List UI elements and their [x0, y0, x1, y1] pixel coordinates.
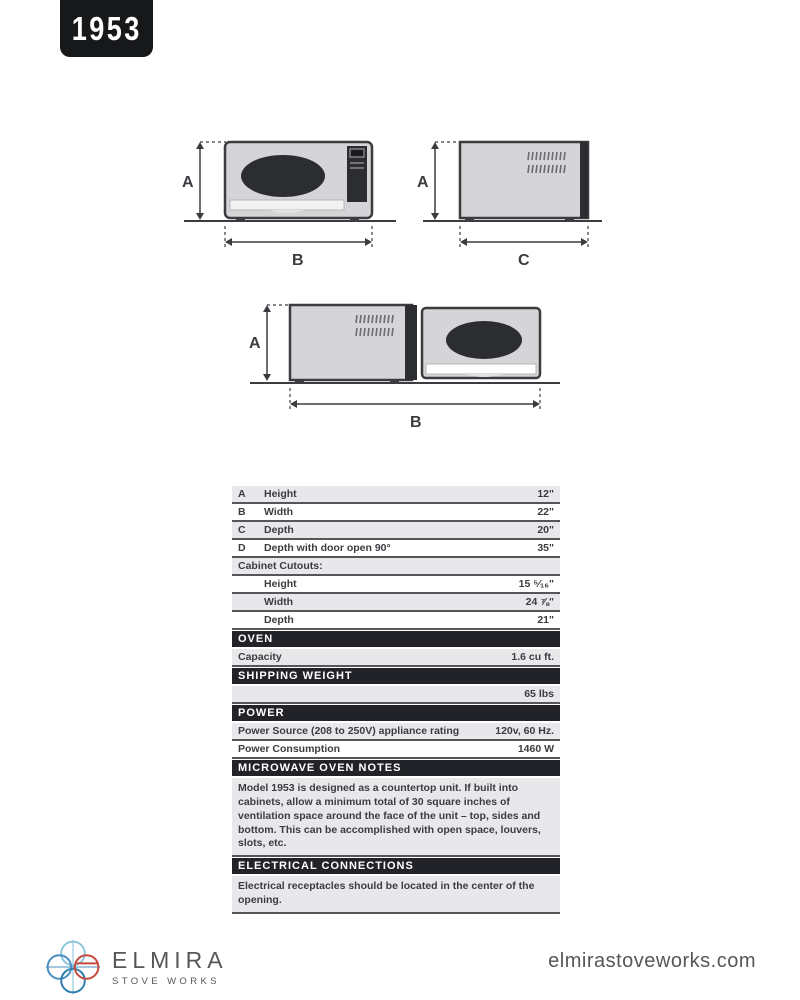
open-width-arrow-right-icon — [533, 400, 540, 408]
side-view-svg — [415, 134, 610, 270]
power-label: Power Source (208 to 250V) appliance rating — [238, 725, 460, 737]
section-header-electrical: ELECTRICAL CONNECTIONS — [232, 858, 560, 876]
front-door-window — [241, 155, 325, 197]
elmira-logo-flower-icon — [44, 938, 102, 996]
dim-value: 20" — [537, 524, 554, 536]
front-view-drawing — [180, 134, 402, 275]
table-row-width — [232, 504, 560, 522]
cutout-label: Height — [264, 578, 297, 590]
elmira-logo-text — [112, 947, 228, 987]
oven-label: Capacity — [238, 651, 282, 663]
dim-value: 12" — [537, 488, 554, 500]
dim-value: 35" — [537, 542, 554, 554]
open-width-arrow-left-icon — [290, 400, 297, 408]
table-row-capacity — [232, 649, 560, 667]
table-row-cutout-width — [232, 594, 560, 612]
dim-label: Depth — [264, 524, 294, 536]
model-number: 1953 — [71, 9, 142, 47]
front-width-arrow-left-icon — [225, 238, 232, 246]
shipping-value: 65 lbs — [524, 688, 554, 700]
dim-key: D — [238, 542, 246, 554]
table-row-cutout-depth — [232, 612, 560, 630]
dim-label: Width — [264, 506, 294, 518]
dim-key: A — [238, 488, 246, 500]
dim-key: B — [238, 506, 246, 518]
cutout-value: 24 ⅞" — [525, 596, 554, 608]
front-width-arrow-right-icon — [365, 238, 372, 246]
front-handle-strip — [230, 200, 344, 210]
front-display — [350, 149, 364, 157]
open-height-arrow-bottom-icon — [263, 374, 271, 381]
cutout-value: 21" — [537, 614, 554, 626]
power-value: 120v, 60 Hz. — [495, 725, 554, 737]
dim-label: Depth with door open 90° — [264, 542, 391, 554]
table-row-power-consumption — [232, 741, 560, 759]
section-header-oven: OVEN — [232, 631, 560, 649]
model-badge — [60, 0, 153, 57]
side-door-edge — [580, 142, 588, 218]
dim-key: C — [238, 524, 246, 536]
side-depth-arrow-left-icon — [460, 238, 467, 246]
open-height-label: A — [249, 335, 261, 352]
front-height-label: A — [182, 174, 194, 191]
cutout-value: 15 ⁵⁄₁₆" — [518, 578, 554, 590]
power-value: 1460 W — [517, 743, 554, 755]
table-row-depth — [232, 522, 560, 540]
table-row-cutout-height — [232, 576, 560, 594]
table-row-height — [232, 486, 560, 504]
side-depth-arrow-right-icon — [581, 238, 588, 246]
electrical-connections-text: Electrical receptacles should be located in the center of the opening. — [232, 876, 560, 914]
brand-subtitle: STOVE WORKS — [112, 976, 220, 987]
side-height-label: A — [417, 174, 429, 191]
cabinet-cutouts-heading: Cabinet Cutouts: — [238, 560, 323, 572]
open-door-hinge-edge — [405, 305, 417, 380]
side-height-arrow-bottom-icon — [431, 213, 439, 220]
cutout-label: Width — [264, 596, 294, 608]
side-height-arrow-top-icon — [431, 142, 439, 149]
open-door-handle-strip — [426, 364, 536, 374]
side-depth-label: C — [518, 252, 530, 269]
front-height-arrow-top-icon — [196, 142, 204, 149]
section-header-shipping-weight: SHIPPING WEIGHT — [232, 668, 560, 686]
open-width-label: B — [410, 414, 422, 430]
front-view-svg — [180, 134, 402, 270]
brand-name: ELMIRA — [112, 947, 228, 973]
open-microwave-body — [290, 305, 412, 380]
open-door-view-drawing — [245, 298, 565, 435]
power-label: Power Consumption — [238, 743, 341, 755]
dim-label: Height — [264, 488, 297, 500]
open-door-view-svg — [245, 298, 565, 430]
open-door-window — [446, 321, 522, 359]
spec-table — [232, 486, 560, 914]
microwave-notes-text: Model 1953 is designed as a countertop unit. If built into cabinets, allow a minimum total of 30 square inches of ventilation space around the face of the unit – top, sides and bottom. This can be accomplished with open space, louvers, slots, etc. — [232, 778, 560, 857]
table-row-shipping-weight — [232, 686, 560, 704]
section-header-power: POWER — [232, 705, 560, 723]
elmira-logo — [44, 938, 228, 996]
dim-value: 22" — [537, 506, 554, 518]
front-height-arrow-bottom-icon — [196, 213, 204, 220]
side-microwave-body — [460, 142, 588, 218]
table-row-cabinet-cutouts-header — [232, 558, 560, 576]
section-header-microwave-notes: MICROWAVE OVEN NOTES — [232, 760, 560, 778]
table-row-power-source — [232, 723, 560, 741]
open-height-arrow-top-icon — [263, 305, 271, 312]
side-view-drawing — [415, 134, 610, 275]
cutout-label: Depth — [264, 614, 294, 626]
front-width-label: B — [292, 252, 304, 269]
table-row-depth-door-open — [232, 540, 560, 558]
oven-value: 1.6 cu ft. — [511, 651, 554, 663]
website-link[interactable]: elmirastoveworks.com — [548, 950, 756, 972]
